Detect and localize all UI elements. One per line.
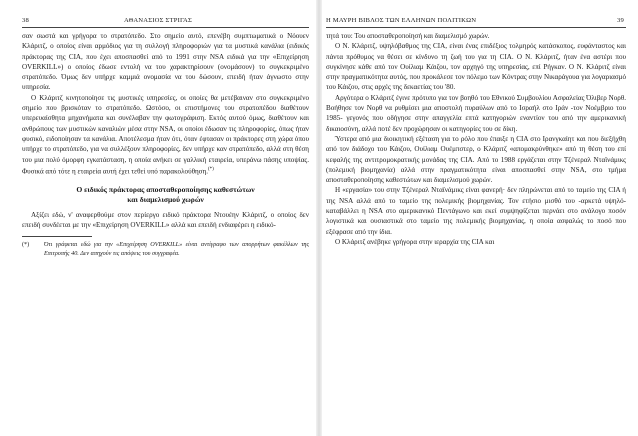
paragraph: τητά του: Του αποσταθεροποίησή και διαμελισμό χωρών. [326,32,490,40]
paragraph: Ύστερα από μια διοικητική εξέταση για το ρόλο που έπαιξε η CIA στο Ιρανγκαίητ και που διεξήχθη από τον διάδοχο του Κάιζου, Ουίλιαμ Ουέμπστερ, ο Κλάριτζ «απομακρύνθηκε» από τη θέση του επί κεφαλής της αντιτρομοκρατικής μονάδας της CIA. Από το 1988 εργάζεται στην Τζένεραλ Νταϊνάμικς (πολεμική βιομηχανία) αλλά στην πραγματικότητα είναι αποσπασθεί στην NSA, στο τμήμα αποσταθεροποίησης καθεστώτων και διαμελισμού χωρών. [326,134,626,185]
paragraph: Ο Κλάριτζ κινητοποίησε τις μυστικές υπηρεσίες, οι οποίες θα μετέβαιναν στο συγκεκριμένο σημείο που βρισκόταν το στρατόπεδο. Ωστόσο, οι επιστήμονες του στρατοπέδου διαθέτουν υπερευαίσθητα μηχανήματα και συνέλαβαν την φωτογράφιση. Εκτός αυτού όμως, διαθέτουν και ανθρώπους των μυστικών καναλιών μέσα στην NSA, οι οποίοι έδωσαν τις πληροφορίες, όπως ήταν φυσικό, ειδοποίησαν τα κανάλια. Αποτέλεσμα ήταν ότι, όταν έφτασαν οι πράκτορες στη χώρα όπου υπήρχε το στρατόπεδο, για να συλλέξουν πληροφορίες, δεν υπήρχε καν στρατόπεδο, αλλά στη θέση του μια πολύ όμορφη εγκατάσταση, η οποία ανήκει σε γαλλική εταιρεία, υπεράνω πάσης υποψίας. Φυσικά από τότε η εταιρεία αυτή έχει τεθεί υπό παρακολούθηση.(*) [22,93,309,176]
paragraph: Αξίζει εδώ, ν' αναφερθούμε στον περίεργο ειδικό πράκτορα Ντουέην Κλάριτζ, ο οποίος δεν επειδή συνδέεται με την «Επιχείρηση OVERKILL» αλλά και επειδή ενδιαφέρει η ειδικό- [22,210,309,229]
footnote-divider [22,236,92,237]
left-page [0,0,316,436]
right-page [322,0,638,436]
paragraph: Ο Ν. Κλάριτζ, υψηλόβαθμος της CIA, είναι ένας επιδέξιος τολμηρός κατάσκοπος, ευφάνταστος και πάντα πρόθυμος να θέσει σε κίνδυνο τη ζωή του για τη CIA. Ο Ν. Κλάριτζ, ήταν ένα αστέρι που συγκίνησε κάθε από τον Ουίλιαμ Κάιζου, τον αρχηγό της υπηρεσίας, επί Ρήγκαν. Ο Ν. Κλάριτζ είναι στην πραγματικότητα αυτός, που προκάλεσε τον πόλεμο των Κόντρας στην Νικαράγουα για λογαριασμό του Κάιζου, στις αρχές της δεκαετίας του '80. [326,42,626,92]
paragraph: Η «εργασία» του στην Τζένεραλ Νταϊνάμικς είναι φανερή· δεν πληρώνεται από το ταμείο της CIA ή της NSA αλλά από το ταμείο της πολεμικής βιομηχανίας. Τον ετήσιο μισθό του -αρκετά υψηλό- καταβάλλει η NSA στο αμερικανικό Πεντάγωνο και εκεί συμψηφίζεται περνάει στο ανάλογο ποσόν λογιστικά και ουσιαστικά στο ταμείο της πολεμικής βιομηχανίας, η οποία ασφαλώς το ποσό που εξέφρασε από την ίδια. [326,186,626,236]
paragraph: σαν σωστά και γρήγορα το στρατόπεδο. Στο σημείο αυτό, επενέβη συμπτωματικά ο Νόουεν Κλάριτζ, ο οποίος είναι αρμόδιος για τη συλλογή πληροφοριών για τα μυστικά κανάλια (ειδικός πράκτορας της CIA, που έχει αποσπασθεί από το 1991 στην NSA ειδικά για την «Επιχείρηση OVERKILL») ο οποίος έδωσε εντολή να του χαρακτηρίσουν (ονομάσουν) το συγκεκριμένο στρατόπεδο. Όμως δεν υπήρχε καμμιά ονομασία να του δώσουν, επειδή ήταν άγνωστο στην υπηρεσία. [22,32,309,92]
page-number: 38 [22,17,29,24]
header-rule [326,27,626,28]
header-rule [22,27,309,28]
running-header: Η ΜΑΥΡΗ ΒΙΒΛΟΣ ΤΩΝ ΕΛΛΗΝΩΝ ΠΟΛΙΤΙΚΩΝ [326,17,477,24]
footnote-mark: (*) [22,241,30,249]
running-header: ΑΘΑΝΑΣΙΟΣ ΣΤΡΙΓΑΣ [123,17,193,24]
page-number: 39 [617,17,624,24]
footnote [22,241,309,258]
section-heading-line: και διαμελισμού χωρών [127,195,204,205]
footnote-reference: (*) [208,166,214,172]
paragraph: Αργότερα ο Κλάριτζ έγινε πρότυπο για τον βοηθό του Εθνικού Συμβουλίου Ασφαλείας Όλιβερ Νορθ. Βοήθησε τον Νορθ να ρυθμίσει μια αποστολή πυραύλων από το Ισραήλ στο Ιράν -τον Νοέμβριο του 1985- γεγονός που οδήγησε στην απαγγελία επτά κατηγοριών εναντίον του από την αμερικανική δικαιοσύνη, αλλά ποτέ δεν προχώρησαν οι κατηγορίες του σε δίκη. [326,93,626,133]
right-body-text [326,31,626,247]
paragraph: Ο Κλάριτζ ανέβηκε γρήγορα στην ιεραρχία της CIA και [335,237,495,246]
section-heading [22,185,309,206]
left-body-text [22,31,309,258]
footnote-text: Ότι γράφεται εδώ για την «Επιχείρηση OVERKILL» είναι αντίγραφο των απορρήτων φακέλλων της Επιτροπής 40. Δεν απηχούν τις απόψεις του συγγραφέα. [44,241,309,257]
section-heading-line: Ο ειδικός πράκτορας αποσταθεροποίησης καθεστώτων [76,184,255,194]
